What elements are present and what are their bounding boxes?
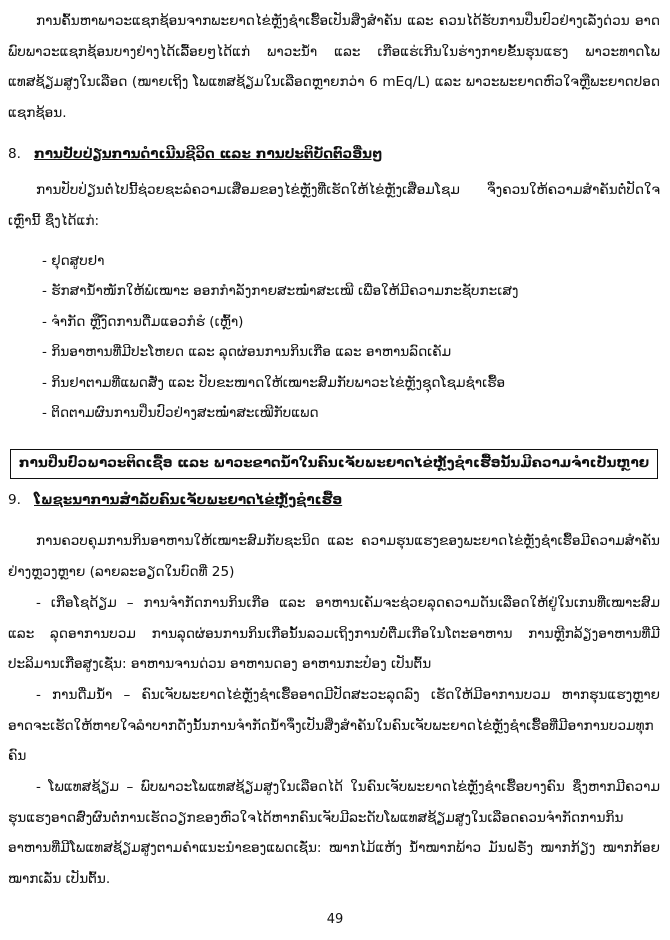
section-8-title: ການປັບປ່ຽນການດໍາເນີນຊີວິດ ແລະ ການປະຕິບັດຕົວອື່ນໆ (34, 146, 383, 162)
intro-paragraph: ການຄົ້ນຫາພາວະແຊກຊ້ອນຈາກພະຍາດໄຂ່ຫຼັງຊໍາເຮື້ອເປັນສິ່ງສໍາຄັນ ແລະ ຄວນໄດ້ຮັບການປິ່ນປົວຢ່າງເລັ່ງດ່ວນ ອາດພົບພາວະແຊກຊ້ອນບາງຢ່າງໄດ້ເລື້ອຍໆໄດ້ແກ່ ພາວະນໍ້າ ແລະ ເກືອແຮ່ເກີນໃນຮ່າງກາຍຂັ້ນຮຸນແຮງ ພາວະທາດໂພແທສຊ້ຽມສູງໃນເລືອດ (ໝາຍເຖິງ ໂພແທສຊ້ຽມໃນເລືອດຫຼາຍກວ່າ 6 mEq/L) ແລະ ພາວະພະຍາດຫົວໃຈຫຼືພະຍາດປອດແຊກຊ້ອນ. (8, 13, 660, 121)
section-8-bullet-list (42, 246, 662, 428)
list-item: - ຕິດຕາມຜົນການປິ່ນປົວຢ່າງສະໝໍ່າສະເໝີກັບແພດ (42, 404, 319, 421)
section-8-paragraph: ການປັບປ່ຽນຕໍ່ໄປນີ້ຊ່ວຍຊະລໍຄວາມເສື່ອມຂອງໄຂ່ຫຼັງທີ່ເຮັດໃຫ້ໄຂ່ຫຼັງເສື່ອມໂຊມ ຈຶ່ງຄວນໃຫ້ຄວາມສໍາຄັນຕໍ່ປັດໃຈເຫຼົ່ານີ້ ຊຶ່ງໄດ້ແກ່: (8, 182, 660, 229)
list-item: - ຢຸດສູບຢາ (42, 253, 105, 269)
list-item: - ກິນຢາຕາມທີ່ແພດສັ່ງ ແລະ ປັບຂະໜາດໃຫ້ເໝາະສົມກັບພາວະໄຂ່ຫຼັງຊຸດໂຊມຊໍາເຮື້ອ (42, 374, 506, 391)
section-9-number: 9. (8, 492, 21, 508)
list-item: - ຈໍາກັດ ຫຼືງົດການດື່ມແອວກໍຮໍ (ເຫຼົ້າ) (42, 313, 244, 330)
page-number: 49 (326, 912, 344, 927)
section-9-title: ໂພຊະນາການສໍາລັບຄົນເຈັບພະຍາດໄຂ່ຫຼັງຊໍາເຮື້ອ (34, 492, 343, 508)
sodium-paragraph: - ເກືອໂຊດ້ຽມ – ການຈໍາກັດການກິນເກືອ ແລະ ອາຫານເຄັມຈະຊ່ວຍລຸດຄວາມດັນເລືອດໃຫ້ຢູ່ໃນເກນທີ່ເໝາະສົມ ແລະ ລຸດອາການບວມ ການລຸດຜ່ອນການກິນເກືອນັ້ນລວມເຖິງການບໍ່ຕື່ມເກືອໃນໂຕະອາຫານ ການຫຼີກລ້ຽງອາຫານທີ່ມີປະລິມານເກືອສູງເຊັ່ນ: ອາຫານຈານດ່ວນ ອາຫານດອງ ອາຫານກະປ໋ອງ ເປັນຕົ້ນ (8, 595, 660, 672)
water-paragraph: - ການດື່ມນໍ້າ – ຄົນເຈັບພະຍາດໄຂ່ຫຼັງຊໍາເຮື້ອອາດມີປັດສະວະລຸດລົງ ເຮັດໃຫ້ມີອາການບວມ ຫາກຮຸນແຮງຫຼາຍອາດຈະເຮັດໃຫ້ຫາຍໃຈລໍາບາກດັ່ງນັ້ນການຈໍາກັດນໍ້າຈຶ່ງເປັນສິ່ງສໍາຄັນໃນຄົນເຈັບພະຍາດໄຂ່ຫຼັງຊໍາເຮື້ອທີ່ມີອາການບວມທຸກຄົນ (8, 687, 660, 764)
potassium-paragraph: - ໂພແທສຊ້ຽມ – ພົບພາວະໂພແທສຊ້ຽມສູງໃນເລືອດໄດ້ ໃນຄົນເຈັບພະຍາດໄຂ່ຫຼັງຊໍາເຮື້ອບາງຄົນ ຊຶ່ງຫາກມີຄວາມຮຸນແຮງອາດສົ່ງຜົນຕໍ່ການເຮັດວຽກຂອງຫົວໃຈໄດ້ຫາກຄົນເຈັບມີລະດັບໂພແທສຊ້ຽມສູງໃນເລືອດຄວນຈໍາກັດການກິນອາຫານທີ່ມີໂພແທສຊ້ຽມສູງຕາມຄໍາແນະນໍາຂອງແພດເຊັ່ນ: ໝາກໄມ້ແຫ້ງ ນໍ້າໝາກພ້າວ ມັນຝຣັ່ງ ໝາກກ້ຽງ ໝາກກ້ອຍ ໝາກເລັ່ນ ເປັນຕົ້ນ. (8, 779, 660, 887)
section-8-number: 8. (8, 146, 21, 162)
section-8-heading (8, 140, 660, 168)
boxed-notice: ການປິ່ນປົວພາວະຕິດເຊື້ອ ແລະ ພາວະຂາດນໍ້າໃນຄົນເຈັບພະຍາດໄຂ່ຫຼັງຊໍາເຮື້ອນັ້ນມີຄວາມຈໍາເປັນຫຼາຍ (10, 449, 658, 479)
section-9-paragraph: ການຄວບຄຸມການກິນອາຫານໃຫ້ເໝາະສົມກັບຊະນິດ ແລະ ຄວາມຮຸນແຮງຂອງພະຍາດໄຂ່ຫຼັງຊໍາເຮື້ອມີຄວາມສໍາຄັນຢ່າງຫຼວງຫຼາຍ (ລາຍລະອຽດໃນບົດທີ່ 25) (8, 533, 660, 580)
list-item: - ກິນອາຫານທີ່ມີປະໂຫຍດ ແລະ ລຸດຜ່ອນການກິນເກືອ ແລະ ອາຫານລົດເຄັມ (42, 344, 452, 361)
section-9-heading (8, 486, 660, 514)
list-item: - ຮັກສານໍ້າໜັກໃຫ້ພໍເໝາະ ອອກກໍາລັງກາຍສະໝໍ່າສະເໝີ ເພື່ອໃຫ້ມີຄວາມກະຊັບກະເສງ (42, 283, 519, 300)
